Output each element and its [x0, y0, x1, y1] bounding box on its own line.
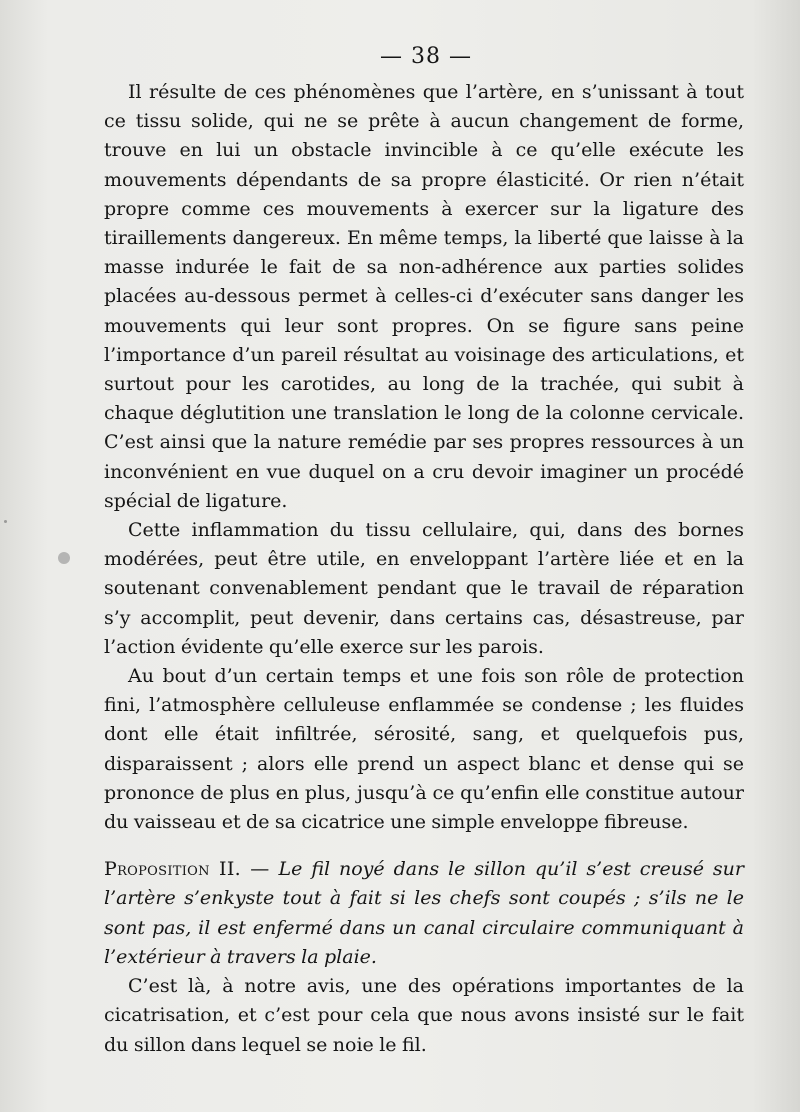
margin-speck: [4, 520, 7, 523]
margin-speck: [58, 552, 70, 564]
paragraph-1: Il résulte de ces phénomènes que l’artère, en s’unissant à tout ce tissu solide, qui ne se prête à aucun changement de forme, trouve en lui un obstacle invincible à ce qu’elle exécute les mouvements dépendants de sa propre élasticité. Or rien n’était propre comme ces mouvements à exercer sur la ligature des tiraillements dangereux. En même temps, la liberté que laisse à la masse indurée le fait de sa non-adhérence aux parties solides placées au-dessous permet à celles-ci d’exécuter sans danger les mouvements qui leur sont propres. On se figure sans peine l’importance d’un pareil résultat au voisinage des articulations, et surtout pour les carotides, au long de la trachée, qui subit à chaque déglutition une translation le long de la colonne cervicale. C’est ainsi que la nature remédie par ses propres ressources à un inconvénient en vue duquel on a cru devoir imaginer un procédé spécial de ligature.: [104, 81, 744, 512]
proposition-text: Le fil noyé dans le sillon qu’il s’est creusé sur l’artère s’enkyste tout à fait si les chefs sont coupés ; s’ils ne le sont pas, il est enfermé dans un canal circulaire communiquant à l’extérieur à travers la plaie.: [104, 858, 744, 968]
paragraph-2: Cette inflammation du tissu cellulaire, qui, dans des bornes modérées, peut être utile, en enveloppant l’artère liée et en la soutenant convenablement pendant que le travail de réparation s’y accomplit, peut devenir, dans certains cas, désastreuse, par l’action évidente qu’elle exerce sur les parois.: [104, 519, 744, 658]
closing-paragraph: C’est là, à notre avis, une des opérations importantes de la cicatrisation, et c’est pour cela que nous avons insisté sur le fait du sillon dans lequel se noie le fil.: [104, 975, 744, 1056]
proposition-block: [104, 855, 744, 972]
paragraph-3: Au bout d’un certain temps et une fois son rôle de protection fini, l’atmosphère celluleuse enflammée se condense ; les fluides dont elle était infiltrée, sérosité, sang, et quelquefois pus, disparaissent ; alors elle prend un aspect blanc et dense qui se prononce de plus en plus, jusqu’à ce qu’enfin elle constitue autour du vaisseau et de sa cicatrice une simple enveloppe fibreuse.: [104, 665, 744, 834]
proposition-heading: Proposition II. —: [104, 858, 270, 881]
page-number: — 38 —: [380, 44, 472, 69]
page-body: [104, 78, 744, 1060]
